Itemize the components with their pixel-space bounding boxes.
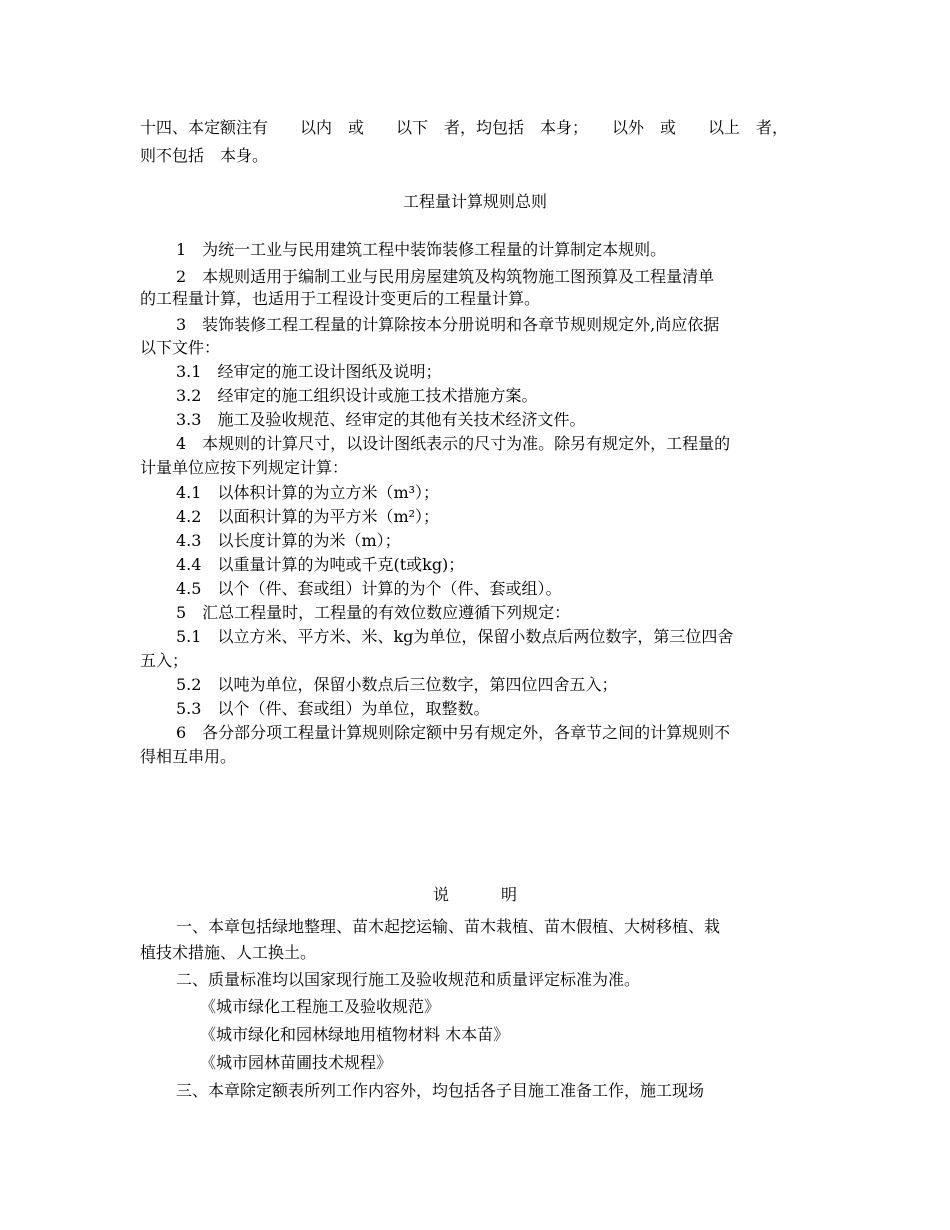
rule-line: 4.3 以长度计算的为米（m）； bbox=[176, 531, 401, 550]
rule-line: 五入； bbox=[140, 651, 189, 670]
rule-line: 1 为统一工业与民用建筑工程中装饰装修工程量的计算制定本规则。 bbox=[176, 240, 667, 259]
rule-line: 4.5 以个（件、套或组）计算的为个（件、套或组）。 bbox=[176, 579, 562, 598]
section-14-line-1: 十四、本定额注有 以内 或 以下 者，均包括 本身； 以外 或 以上 者， bbox=[140, 118, 789, 137]
rule-line: 3 装饰装修工程工程量的计算除按本分册说明和各章节规则规定外,尚应依据 bbox=[176, 315, 720, 334]
rule-line: 5.1 以立方米、平方米、米、kg为单位，保留小数点后两位数字，第三位四舍 bbox=[176, 627, 734, 646]
rule-line: 3.3 施工及验收规范、经审定的其他有关技术经济文件。 bbox=[176, 410, 586, 429]
explanation-title-right: 明 bbox=[501, 885, 518, 904]
rule-line: 4.1 以体积计算的为立方米（m³）； bbox=[176, 483, 440, 502]
rule-line: 4.4 以重量计算的为吨或千克(t或kg)； bbox=[176, 555, 465, 574]
rule-line: 3.1 经审定的施工设计图纸及说明； bbox=[176, 362, 442, 381]
explanation-line: 《城市园林苗圃技术规程》 bbox=[200, 1053, 393, 1072]
rule-line: 6 各分部分项工程量计算规则除定额中另有规定外，各章节之间的计算规则不 bbox=[176, 723, 731, 742]
explanation-line: 《城市绿化工程施工及验收规范》 bbox=[200, 997, 441, 1016]
explanation-title-left: 说 bbox=[432, 885, 449, 904]
rule-line: 计量单位应按下列规定计算： bbox=[140, 458, 349, 477]
rules-title: 工程量计算规则总则 bbox=[402, 192, 547, 211]
rule-line: 4.2 以面积计算的为平方米（m²）； bbox=[176, 507, 440, 526]
rule-line: 5.2 以吨为单位，保留小数点后三位数字，第四位四舍五入； bbox=[176, 675, 618, 694]
section-14-line-2: 则不包括 本身。 bbox=[140, 146, 269, 165]
rule-line: 以下文件： bbox=[140, 338, 221, 357]
rule-line: 5.3 以个（件、套或组）为单位，取整数。 bbox=[176, 699, 490, 718]
rule-line: 的工程量计算，也适用于工程设计变更后的工程量计算。 bbox=[140, 289, 541, 308]
explanation-line: 植技术措施、人工换土。 bbox=[140, 943, 317, 962]
rule-line: 5 汇总工程量时，工程量的有效位数应遵循下列规定： bbox=[176, 603, 571, 622]
rule-line: 3.2 经审定的施工组织设计或施工技术措施方案。 bbox=[176, 386, 538, 405]
rule-line: 4 本规则的计算尺寸，以设计图纸表示的尺寸为准。除另有规定外，工程量的 bbox=[176, 434, 731, 453]
explanation-title bbox=[140, 884, 810, 906]
explanation-line: 《城市绿化和园林绿地用植物材料 木本苗》 bbox=[200, 1025, 510, 1044]
rule-line: 得相互串用。 bbox=[140, 747, 237, 766]
rule-line: 2 本规则适用于编制工业与民用房屋建筑及构筑物施工图预算及工程量清单 bbox=[176, 267, 715, 286]
explanation-line: 二、质量标准均以国家现行施工及验收规范和质量评定标准为准。 bbox=[176, 970, 641, 989]
explanation-line: 三、本章除定额表所列工作内容外，均包括各子目施工准备工作，施工现场 bbox=[176, 1081, 705, 1100]
explanation-line: 一、本章包括绿地整理、苗木起挖运输、苗木栽植、苗木假植、大树移植、栽 bbox=[176, 917, 721, 936]
